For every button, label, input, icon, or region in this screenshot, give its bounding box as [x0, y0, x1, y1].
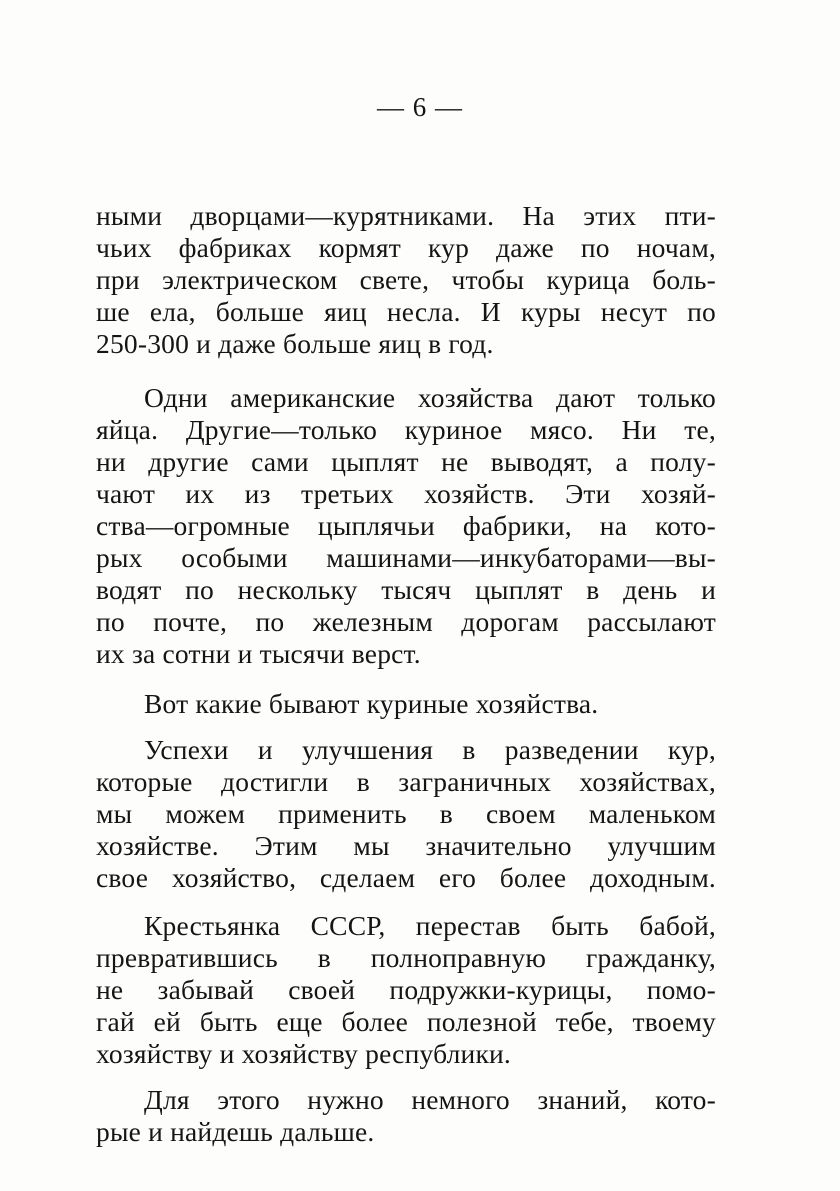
text-line: которые достигли в заграничных хозяйствах, — [96, 766, 716, 797]
paragraph-6 — [96, 1084, 716, 1148]
paragraph-1 — [96, 200, 716, 360]
text-line: превратившись в полноправную гражданку, — [96, 942, 716, 973]
text-line: Крестьянка СССР, перестав быть бабой, — [144, 910, 716, 941]
text-line: яйца. Другие—только куриное мясо. Ни те, — [96, 414, 716, 445]
text-line: 250-300 и даже больше яиц в год. — [96, 328, 494, 359]
page-number: — 6 — — [377, 92, 463, 122]
text-line: Вот какие бывают куриные хозяйства. — [144, 688, 599, 719]
text-line: гай ей быть еще более полезной тебе, твоему — [96, 1006, 716, 1037]
text-line: при электрическом свете, чтобы курица боль- — [96, 264, 716, 295]
text-line: по почте, по железным дорогам рассылают — [96, 606, 716, 637]
paragraph-5 — [96, 910, 716, 1070]
paragraph-4 — [96, 734, 716, 894]
text-line: хозяйству и хозяйству республики. — [96, 1038, 511, 1069]
page-text — [96, 200, 716, 1162]
text-line: Для этого нужно немного знаний, кото- — [144, 1084, 716, 1115]
text-line: чают их из третьих хозяйств. Эти хозяй- — [96, 478, 716, 509]
text-line: рых особыми машинами—инкубаторами—вы- — [96, 542, 716, 573]
text-line: свое хозяйство, сделаем его более доходным. — [96, 862, 716, 893]
text-line: хозяйстве. Этим мы значительно улучшим — [96, 830, 716, 861]
text-line: чьих фабриках кормят кур даже по ночам, — [96, 232, 716, 263]
text-line: их за сотни и тысячи верст. — [96, 638, 421, 669]
text-line: ни другие сами цыплят не выводят, а полу- — [96, 446, 716, 477]
text-line: ше ела, больше яиц несла. И куры несут по — [96, 296, 716, 327]
text-line: не забывай своей подружки-курицы, помо- — [96, 974, 716, 1005]
text-line: рые и найдешь дальше. — [96, 1116, 375, 1147]
paragraph-2 — [96, 382, 716, 670]
text-line: мы можем применить в своем маленьком — [96, 798, 716, 829]
paragraph-3 — [96, 688, 716, 720]
text-line: водят по нескольку тысяч цыплят в день и — [96, 574, 716, 605]
text-line: Одни американские хозяйства дают только — [144, 382, 716, 413]
text-line: ными дворцами—курятниками. На этих пти- — [96, 200, 716, 231]
text-line: Успехи и улучшения в разведении кур, — [144, 734, 716, 765]
text-line: ства—огромные цыплячьи фабрики, на кото- — [96, 510, 716, 541]
